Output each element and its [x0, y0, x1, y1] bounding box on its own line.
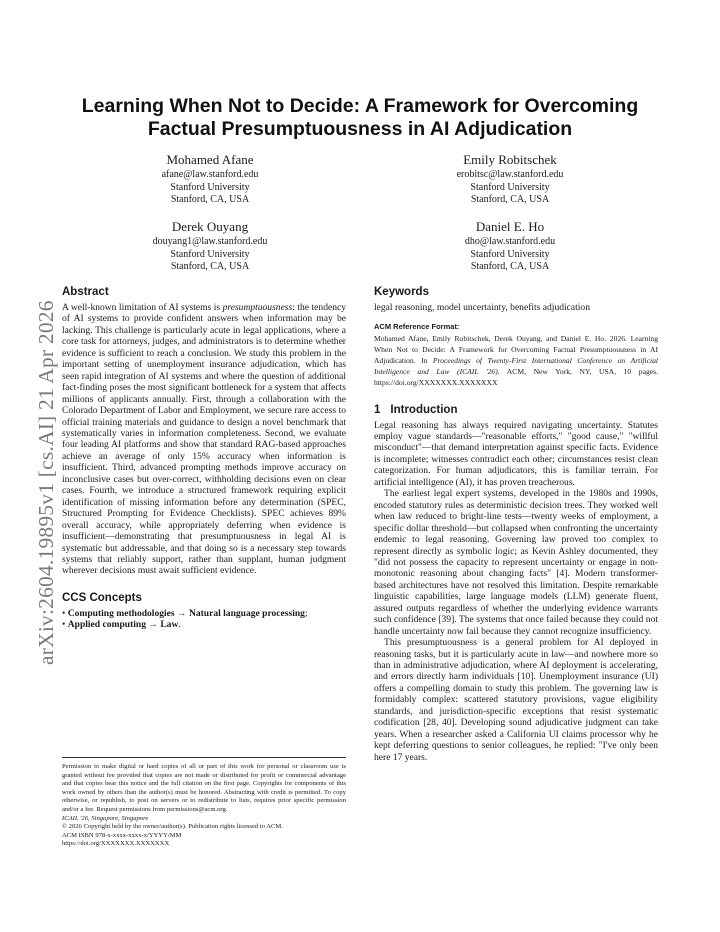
ccs-item: • Applied computing → Law.: [62, 619, 181, 631]
author-affiliation: Stanford University: [470, 181, 550, 193]
author-email: douyang1@law.stanford.edu: [152, 236, 268, 247]
ccs-heading: CCS Concepts: [62, 591, 142, 604]
author-name: Emily Robitschek: [463, 152, 557, 167]
venue-text: ICAIL '26, Singapore, Singapore: [62, 814, 149, 822]
acm-reference-heading: ACM Reference Format:: [374, 321, 460, 331]
keywords-text: legal reasoning, model uncertainty, benefits adjudication: [374, 302, 590, 313]
intro-paragraph: Legal reasoning has always required navigating uncertainty. Statutes employ vague standards—"reasonable efforts," "good cause," "willful misconduct"—that demand interpretation against specific facts. Evidence is incomplete; witnesses contradict each other; circumstances resist clean categorization. For human adjudicators, this is familiar terrain. For artificial intelligence (AI), it has proven treacherous.: [374, 419, 658, 488]
arxiv-sidebar: [20, 265, 58, 665]
author-email: erobitsc@law.stanford.edu: [456, 169, 564, 180]
abstract-text: A well-known limitation of AI systems is presumptuousness: the tendency of AI systems to provide confident answers when information may be lacking. This challenge is particularly acute in legal applications, where a core task for attorneys, judges, and administrators is to determine whether evidence is sufficient to reach a conclusion. We study this problem in the important setting of unemployment insurance adjudication, which has seen rapid integration of AI systems and where the question of additional fact-finding poses the most significant bottleneck for a system that affects millions of applicants annually. First, through a collaboration with the Colorado Department of Labor and Employment, we secure rare access to official training materials and guidance to design a novel benchmark that systematically varies in information completeness. Second, we evaluate four leading AI platforms and show that standard RAG-based approaches achieve an average of only 15% accuracy when information is insufficient. Third, advanced prompting methods improve accuracy on inconclusive cases but over-correct, withholding decisions even on clear cases. Fourth, we introduce a structured framework requiring explicit identification of missing information before any determination (SPEC, Structured Prompting for Evidence Checklists). SPEC achieves 89% overall accuracy, while appropriately deferring when evidence is insufficient—demonstrating that presumptuousness in legal AI is systematic but addressable, and that doing so is a necessary step towards systems that reliably support, rather than supplant, human judgment wherever decisions must await sufficient evidence.: [62, 302, 346, 577]
author-location: Stanford, CA, USA: [170, 261, 250, 272]
arxiv-identifier: arXiv:2604.19895v1 [cs.AI] 21 Apr 2026: [34, 300, 58, 665]
paper-title: Learning When Not to Decide: A Framework for Overcoming Factual Presumptuousness in AI Adjudication: [81, 95, 639, 140]
author-location: Stanford, CA, USA: [470, 194, 550, 205]
author-location: Stanford, CA, USA: [170, 194, 250, 205]
author-affiliation: Stanford University: [170, 181, 250, 193]
author-affiliation: Stanford University: [470, 248, 550, 260]
isbn-text: ACM ISBN 978-x-xxxx-xxxx-x/YYYY/MM: [62, 831, 182, 839]
author-name: Mohamed Afane: [166, 152, 254, 167]
abstract-heading: Abstract: [62, 286, 109, 298]
permission-footnote: [62, 757, 346, 849]
copyright-text: © 2026 Copyright held by the owner/author(s). Publication rights licensed to ACM.: [62, 823, 283, 831]
ccs-item: • Computing methodologies → Natural language processing;: [62, 607, 308, 619]
intro-paragraph: This presumptuousness is a general problem for AI deployed in reasoning tasks, but it is particularly acute in law—and nowhere more so than in administrative adjudication, where AI deployment is accelerating, and errors directly harm individuals [10]. Unemployment insurance (UI) offers a compelling domain to study this problem. The governing law is formidably complex: scattered statutory provisions, vague eligibility standards, and jurisdiction-specific exceptions that resist systematic codification [28, 40]. Developing sound adjudicative judgment can take years. When a researcher asked a California UI claims processor why he kept deferring questions to senior colleagues, he replied: "I've only been here 17 years.: [374, 637, 658, 763]
doi-link[interactable]: https://doi.org/XXXXXXX.XXXXXXX: [62, 840, 170, 848]
intro-paragraph: The earliest legal expert systems, developed in the 1980s and 1990s, encoded statutory rules as deterministic decision trees. They worked well when law reduced to bright-line tests—twenty weeks of employment, a specific dollar threshold—but collapsed when confronting the uncertainty endemic to legal reasoning. Governing law proved too complex to represent directly as symbolic logic; as Kevin Ashley documented, they "did not possess the capacity to represent uncertainty or engage in non-monotonic reasoning about changing facts" [4]. Modern transformer-based architectures have not resolved this limitation. Despite remarkable linguistic capabilities, large language models (LLM) generate fluent, assured outputs regardless of whether the underlying evidence warrants such confidence [39]. The systems that once failed because they could not handle uncertainty now fail because they cannot recognize insufficiency.: [374, 488, 658, 637]
author-name: Daniel E. Ho: [475, 219, 545, 234]
left-column: [62, 285, 346, 631]
acm-reference-text: Mohamed Afane, Emily Robitschek, Derek Ouyang, and Daniel E. Ho. 2026. Learning When Not to Decide: A Framework for Overcoming Factual Presumptuousness in AI Adjudication. In Proceedings of Twenty-First International Conference on Artificial Intelligence and Law (ICAIL '26). ACM, New York, NY, USA, 10 pages. https://doi.org/XXXXXXX.XXXXXXX: [374, 333, 658, 388]
author-affiliation: Stanford University: [170, 248, 250, 260]
author-email: afane@law.stanford.edu: [161, 169, 259, 180]
author-name: Derek Ouyang: [171, 219, 249, 234]
author-email: dho@law.stanford.edu: [464, 236, 556, 247]
author-location: Stanford, CA, USA: [470, 261, 550, 272]
introduction-heading: 1 Introduction: [374, 403, 458, 416]
author-block: [380, 152, 640, 207]
author-block: [380, 219, 640, 274]
right-column: [374, 285, 658, 763]
author-block: [80, 219, 340, 274]
ccs-concepts: [62, 591, 346, 631]
permission-text: Permission to make digital or hard copies of all or part of this work for personal or classroom use is granted without fee provided that copies are not made or distributed for profit or commercial advantage and that copies bear this notice and the full citation on the first page. Copyrights for components of this work owned by others than the author(s) must be honored. Abstracting with credit is permitted. To copy otherwise, or republish, to post on servers or to redistribute to lists, requires prior specific permission and/or a fee. Request permissions from permissions@acm.org.: [62, 763, 346, 813]
keywords-heading: Keywords: [374, 286, 429, 298]
author-block: [80, 152, 340, 207]
